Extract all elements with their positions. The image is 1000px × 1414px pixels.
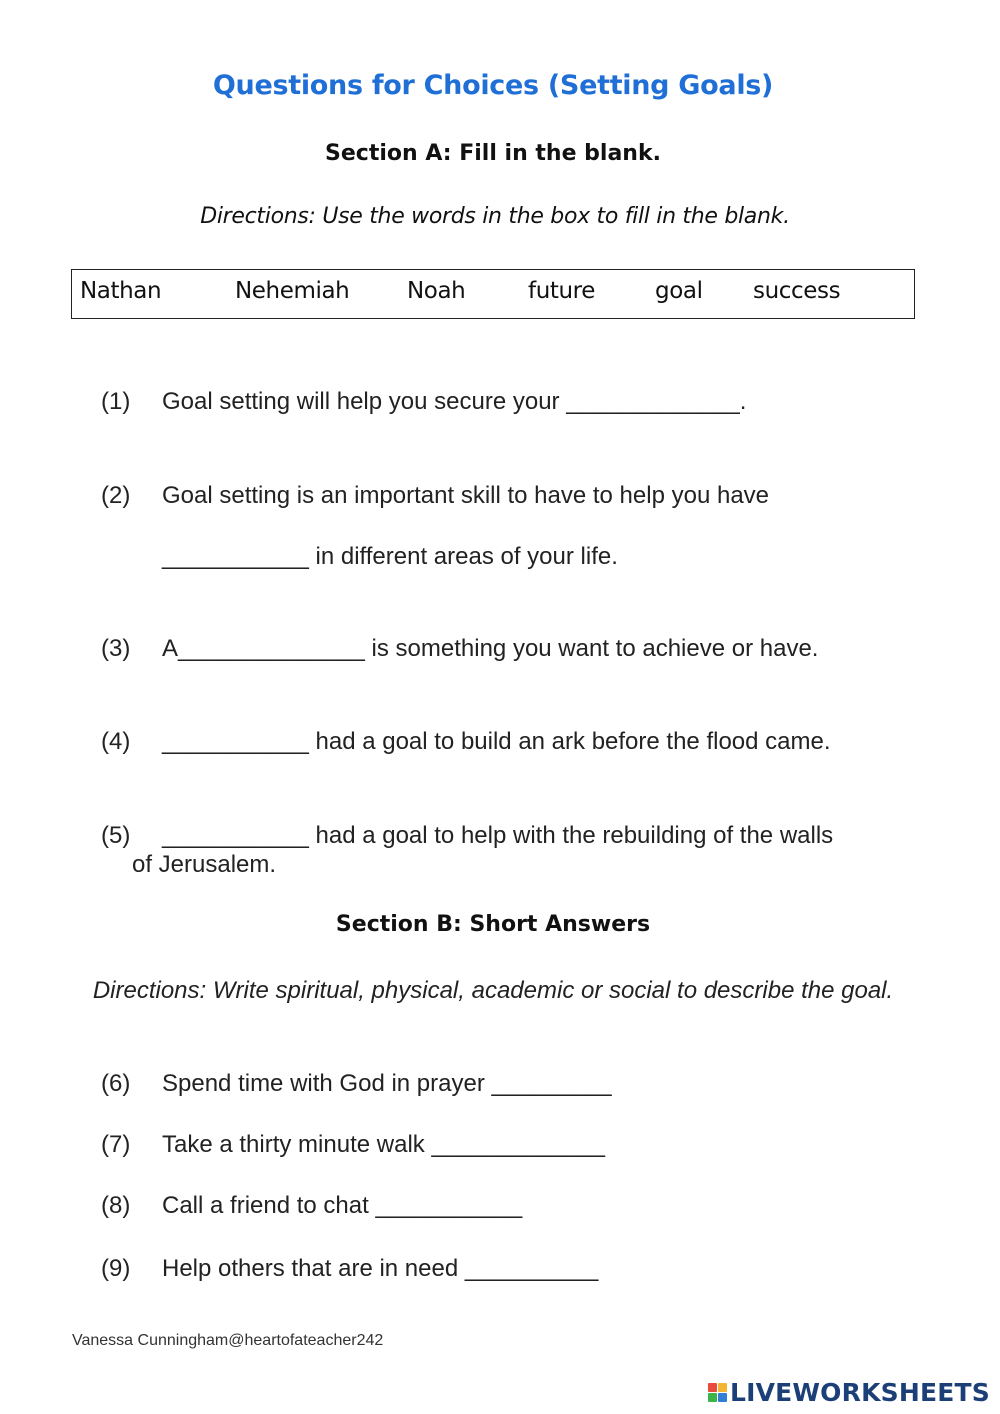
- word-bank-item: Nehemiah: [235, 278, 350, 304]
- question-number: (1): [101, 388, 131, 415]
- question-text-continued: ___________ in different areas of your life.: [162, 543, 618, 570]
- question-text: Help others that are in need __________: [162, 1255, 599, 1282]
- question-number: (8): [101, 1192, 131, 1219]
- word-bank-item: goal: [655, 278, 703, 304]
- liveworksheets-logo-icon: [708, 1383, 727, 1402]
- question-text-continued: of Jerusalem.: [132, 851, 277, 878]
- question-text: Spend time with God in prayer _________: [162, 1070, 612, 1097]
- word-bank-item: Noah: [407, 278, 466, 304]
- section-b-heading: Section B: Short Answers: [335, 912, 651, 937]
- question-number: (2): [101, 482, 131, 509]
- author-credit: Vanessa Cunningham@heartofateacher242: [72, 1332, 384, 1349]
- question-text: ___________ had a goal to help with the rebuilding of the walls: [162, 822, 834, 849]
- question-text: Call a friend to chat ___________: [162, 1192, 523, 1219]
- word-bank-item: success: [753, 278, 841, 304]
- word-bank-box: [71, 269, 915, 319]
- question-text: A______________ is something you want to achieve or have.: [162, 635, 819, 662]
- question-text: Goal setting is an important skill to have to help you have: [162, 482, 770, 509]
- word-bank-item: Nathan: [80, 278, 162, 304]
- worksheet-title: Questions for Choices (Setting Goals): [212, 70, 774, 101]
- liveworksheets-brand[interactable]: [708, 1378, 990, 1407]
- question-text: Take a thirty minute walk _____________: [162, 1131, 605, 1158]
- question-number: (7): [101, 1131, 131, 1158]
- question-number: (4): [101, 728, 131, 755]
- word-bank-item: future: [528, 278, 595, 304]
- question-number: (9): [101, 1255, 131, 1282]
- section-a-heading: Section A: Fill in the blank.: [325, 141, 661, 166]
- question-number: (3): [101, 635, 131, 662]
- question-text: ___________ had a goal to build an ark before the flood came.: [162, 728, 831, 755]
- question-text: Goal setting will help you secure your _____________.: [162, 388, 747, 415]
- section-a-directions: Directions: Use the words in the box to fill in the blank.: [200, 204, 790, 229]
- brand-name: LIVEWORKSHEETS: [729, 1378, 990, 1407]
- question-number: (6): [101, 1070, 131, 1097]
- question-number: (5): [101, 822, 131, 849]
- section-b-directions: Directions: Write spiritual, physical, academic or social to describe the goal.: [92, 977, 894, 1004]
